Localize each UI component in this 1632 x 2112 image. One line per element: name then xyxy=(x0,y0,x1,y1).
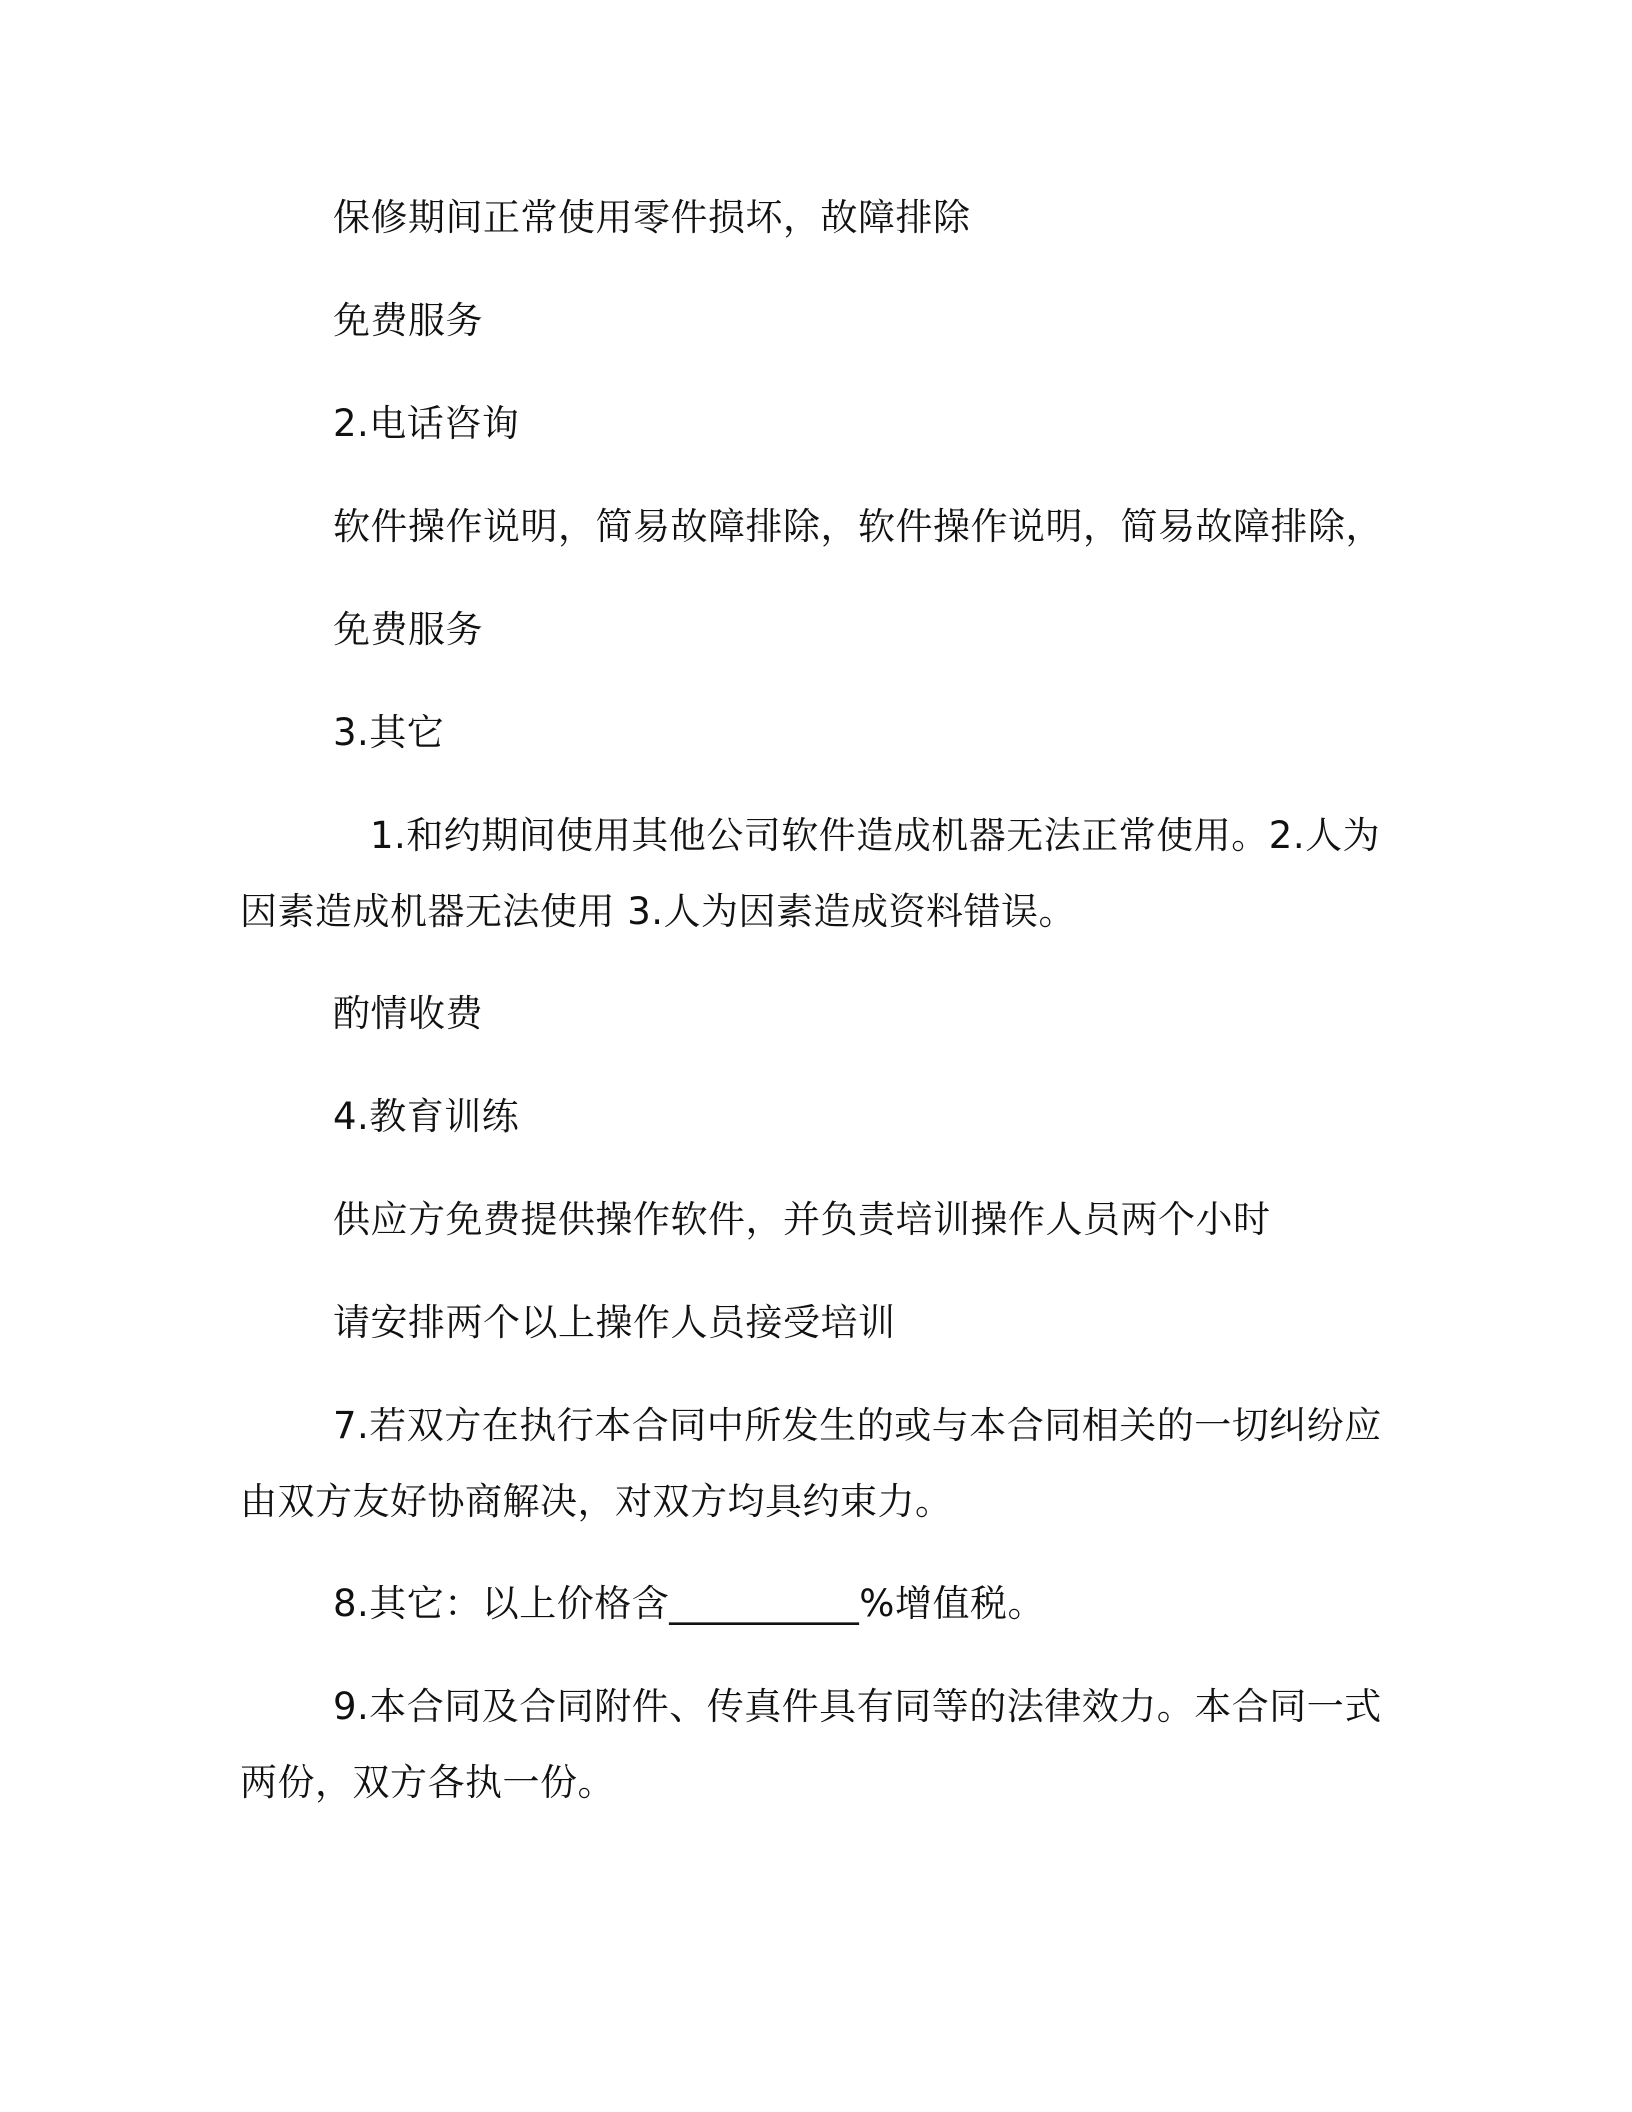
paragraph-exclusions-line-2: 因素造成机器无法使用 3.人为因素造成资料错误。 xyxy=(240,890,1077,933)
heading-others: 3.其它 xyxy=(333,711,445,754)
clause-9-line-2: 两份，双方各执一份。 xyxy=(240,1761,615,1804)
paragraph-training-provided: 供应方免费提供操作软件，并负责培训操作人员两个小时 xyxy=(333,1198,1271,1241)
paragraph-charge-as-appropriate: 酌情收费 xyxy=(333,992,483,1035)
paragraph-free-service-2: 免费服务 xyxy=(333,608,483,651)
clause-9-line-1: 9.本合同及合同附件、传真件具有同等的法律效力。本合同一式 xyxy=(333,1685,1382,1728)
heading-phone-consult: 2.电话咨询 xyxy=(333,402,520,445)
paragraph-arrange-trainees: 请安排两个以上操作人员接受培训 xyxy=(333,1301,896,1344)
clause-8-vat: 8.其它：以上价格含__________%增值税。 xyxy=(333,1582,1045,1625)
clause-7-line-1: 7.若双方在执行本合同中所发生的或与本合同相关的一切纠纷应 xyxy=(333,1404,1382,1447)
paragraph-warranty-repair: 保修期间正常使用零件损坏，故障排除 xyxy=(333,196,971,239)
paragraph-free-service-1: 免费服务 xyxy=(333,299,483,342)
clause-7-line-2: 由双方友好协商解决，对双方均具约束力。 xyxy=(240,1480,953,1523)
paragraph-exclusions-line-1: 1.和约期间使用其他公司软件造成机器无法正常使用。2.人为 xyxy=(370,814,1381,857)
heading-training: 4.教育训练 xyxy=(333,1095,520,1138)
paragraph-software-instructions: 软件操作说明，简易故障排除，软件操作说明，简易故障排除， xyxy=(333,505,1383,548)
